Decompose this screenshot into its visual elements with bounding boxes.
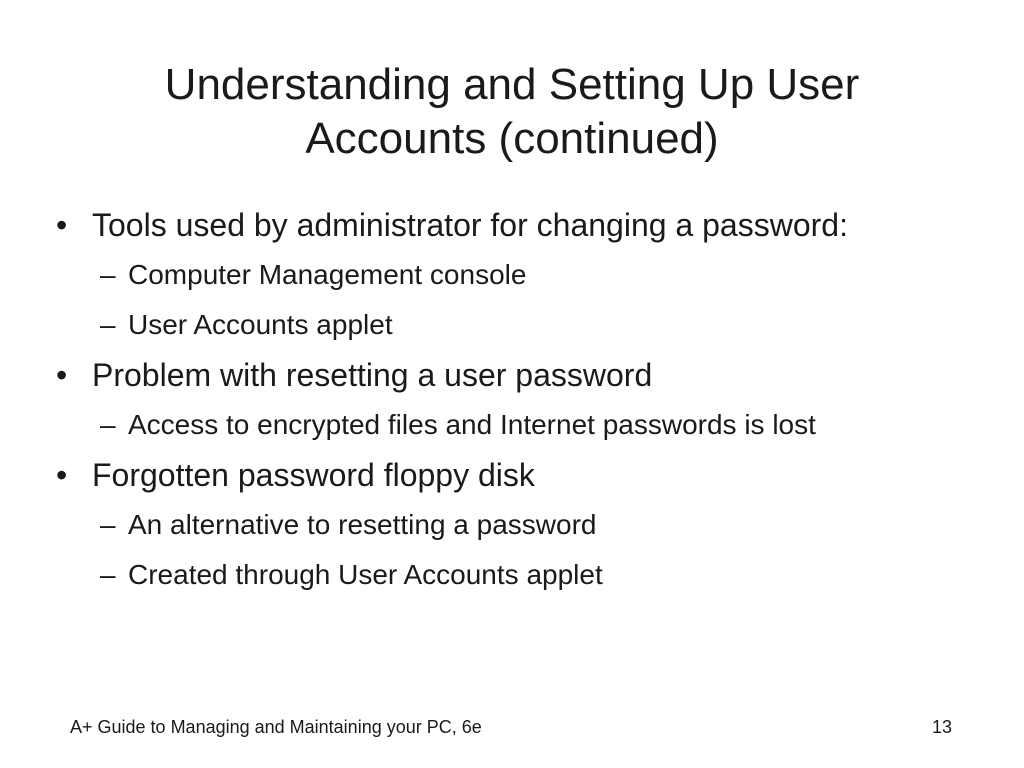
bullet-marker: • (56, 207, 68, 243)
sub-bullet-text: User Accounts applet (128, 309, 393, 340)
dash-marker: – (100, 309, 116, 340)
sub-bullet-list (92, 500, 996, 600)
sub-bullet-list (92, 250, 996, 350)
sub-bullet-item (92, 300, 996, 350)
bullet-item-problem (56, 350, 996, 450)
bullet-item-tools (56, 200, 996, 350)
sub-bullet-text: Created through User Accounts applet (128, 559, 603, 590)
dash-marker: – (100, 509, 116, 540)
slide-title-line-1: Understanding and Setting Up User (164, 60, 860, 109)
sub-bullet-text: Computer Management console (128, 259, 527, 290)
slide-title-line-2: Accounts (continued) (305, 114, 719, 163)
sub-bullet-item (92, 250, 996, 300)
bullet-text: Problem with resetting a user password (92, 357, 653, 393)
bullet-marker: • (56, 357, 68, 393)
footer-page-number: 13 (931, 717, 952, 737)
sub-bullet-list (92, 400, 996, 450)
bullet-item-floppy (56, 450, 996, 600)
sub-bullet-item (92, 400, 996, 450)
slide-title (60, 58, 964, 166)
dash-marker: – (100, 259, 116, 290)
footer-course-title: A+ Guide to Managing and Maintaining your PC, 6e (70, 717, 482, 737)
bullet-text: Tools used by administrator for changing a password: (92, 207, 848, 243)
bullet-list (56, 200, 996, 600)
bullet-marker: • (56, 457, 68, 493)
sub-bullet-item (92, 500, 996, 550)
sub-bullet-item (92, 550, 996, 600)
bullet-text: Forgotten password floppy disk (92, 457, 535, 493)
dash-marker: – (100, 559, 116, 590)
dash-marker: – (100, 409, 116, 440)
sub-bullet-text: An alternative to resetting a password (128, 509, 597, 540)
sub-bullet-text: Access to encrypted files and Internet passwords is lost (128, 409, 816, 440)
